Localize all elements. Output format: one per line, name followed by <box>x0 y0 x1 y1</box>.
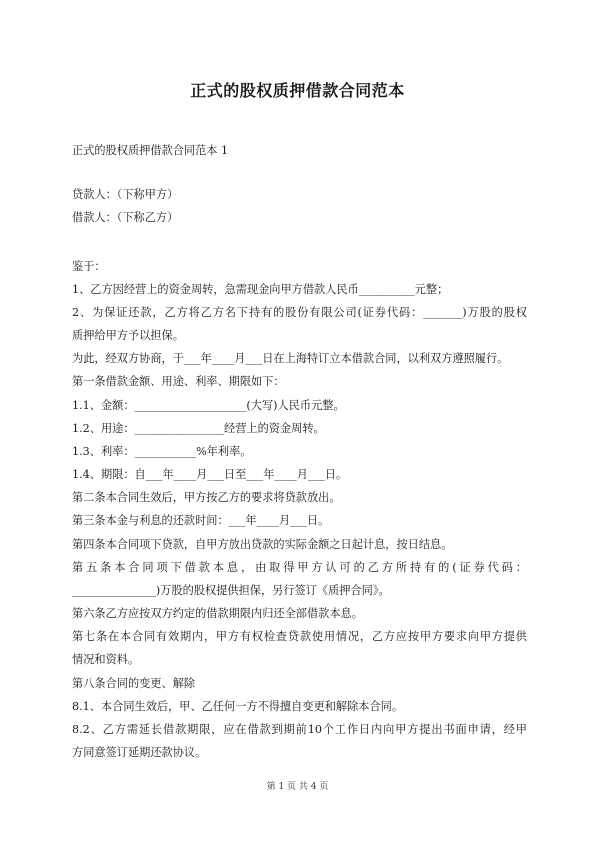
article-line: 第三条本金与利息的还款时间：___年____月___日。 <box>72 514 330 527</box>
paragraph-line: 1、乙方因经营上的资金周转，急需现金向甲方借款人民币__________元整； <box>72 283 449 296</box>
lender-line: 贷款人：（下称甲方） <box>72 188 179 201</box>
article-line: 情况和资料。 <box>72 653 140 666</box>
article-line: 第六条乙方应按双方约定的借款期限内归还全部借款本息。 <box>72 607 363 620</box>
clause-line: 1.3、利率：___________%年利率。 <box>72 445 252 458</box>
clause-line: 1.4、期限：自___年____月___日至___年____月___日。 <box>72 468 348 481</box>
borrower-line: 借款人：（下称乙方） <box>72 211 179 224</box>
subtitle-line: 正式的股权质押借款合同范本 1 <box>72 144 229 157</box>
paragraph-line: 为此，经双方协商，于___年____月___日在上海特订立本借款合同，以利双方遵照履行。 <box>72 352 509 365</box>
article-line: 第四条本合同项下贷款，自甲方放出贷款的实际金额之日起计息，按日结息。 <box>72 538 453 551</box>
article-line: 第七条在本合同有效期内，甲方有权检查贷款使用情况，乙方应按甲方要求向甲方提供 <box>72 630 527 643</box>
article-heading: 第一条借款金额、用途、利率、期限如下： <box>72 375 285 388</box>
article-line: 第二条本合同生效后，甲方按乙方的要求将贷款放出。 <box>72 491 341 504</box>
article-heading: 第八条合同的变更、解除 <box>72 677 196 690</box>
clause-line: 方同意签订延期还款协议。 <box>72 746 207 759</box>
clause-line: 8.1、本合同生效后，甲、乙任何一方不得擅自变更和解除本合同。 <box>72 700 404 713</box>
paragraph-line: 2、为保证还款，乙方将乙方名下持有的股份有限公司(证券代码：_______)万股的股权 <box>72 306 527 319</box>
paragraph-line: 质押给甲方予以担保。 <box>72 329 184 342</box>
whereas-line: 鉴于： <box>72 260 106 273</box>
clause-line: 8.2、乙方需延长借款期限，应在借款到期前10个工作日内向甲方提出书面申请，经甲 <box>72 723 527 736</box>
document-title: 正式的股权质押借款合同范本 <box>190 81 405 100</box>
page-number: 第 1 页 共 4 页 <box>266 782 329 792</box>
article-line: 第五条本合同项下借款本息，由取得甲方认可的乙方所持有的(证券代码： <box>72 561 527 574</box>
clause-line: 1.1、金额：____________________(大写)人民币元整。 <box>72 399 345 412</box>
article-line: _______________)万股的股权提供担保，另行签订《质押合同》。 <box>72 584 390 597</box>
clause-line: 1.2、用途：________________经营上的资金周转。 <box>72 422 325 435</box>
